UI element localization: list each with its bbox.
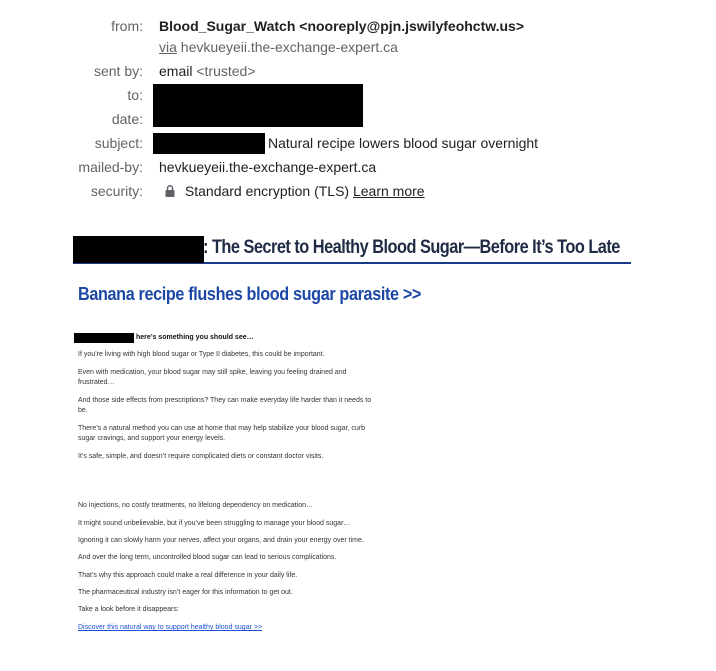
- paragraph-6: No injections, no costly treatments, no lifelong dependency on medication…: [78, 502, 314, 509]
- sender-email: <nooreply@pjn.jswilyfeohctw.us>: [299, 18, 525, 34]
- security-label: security:: [90, 183, 143, 199]
- lock-icon: [163, 184, 177, 198]
- subject-label: subject:: [94, 135, 143, 151]
- subject-redaction: [153, 133, 265, 154]
- cta-link[interactable]: Discover this natural way to support healthy blood sugar >>: [78, 624, 263, 631]
- from-value: [159, 18, 524, 34]
- paragraph-1: If you’re living with high blood sugar or Type II diabetes, this could be important.: [78, 351, 325, 358]
- paragraph-2: Even with medication, your blood sugar may still spike, leaving you feeling drained and frustrated…: [78, 369, 347, 386]
- learn-more-link[interactable]: Learn more: [352, 183, 425, 199]
- sender-name: Blood_Sugar_Watch: [159, 18, 296, 34]
- headline-redaction: [73, 236, 204, 263]
- mailed-by-label: mailed-by:: [78, 159, 143, 175]
- to-label: to:: [127, 87, 143, 103]
- greeting-text: here’s something you should see…: [136, 334, 254, 341]
- paragraph-3: And those side effects from prescriptions? They can make everyday life harder than it needs to be.: [78, 397, 372, 414]
- from-label: from:: [111, 18, 143, 34]
- paragraph-9: And over the long term, uncontrolled blood sugar can lead to serious complications.: [78, 554, 337, 561]
- paragraph-5: It’s safe, simple, and doesn’t require complicated diets or constant doctor visits.: [78, 453, 324, 460]
- sent-by-tag: <trusted>: [196, 63, 256, 79]
- via-link[interactable]: via: [159, 39, 177, 55]
- headline-text: : The Secret to Healthy Blood Sugar—Before It’s Too Late: [203, 237, 620, 258]
- paragraph-12: Take a look before it disappears:: [78, 606, 179, 613]
- subject-text: Natural recipe lowers blood sugar overnight: [268, 135, 539, 151]
- to-date-redaction: [153, 84, 363, 127]
- paragraph-11: The pharmaceutical industry isn’t eager for this information to get out.: [78, 589, 293, 596]
- paragraph-7: It might sound unbelievable, but if you’ve been struggling to manage your blood sugar…: [78, 520, 351, 527]
- headline: [73, 236, 631, 264]
- mailed-by-value: hevkueyeii.the-exchange-expert.ca: [159, 159, 377, 175]
- sent-by-value: [159, 63, 256, 79]
- sent-by-label: sent by:: [93, 63, 143, 79]
- security-value: [163, 183, 425, 199]
- via-line: [159, 39, 398, 55]
- banner-link[interactable]: Banana recipe flushes blood sugar parasite >>: [78, 284, 422, 304]
- sent-by-text: email: [159, 63, 193, 79]
- paragraph-8: Ignoring it can slowly harm your nerves, affect your organs, and drain your energy over time.: [78, 537, 364, 544]
- date-label: date:: [111, 111, 143, 127]
- paragraph-10: That’s why this approach could make a real difference in your daily life.: [78, 572, 298, 579]
- via-domain: hevkueyeii.the-exchange-expert.ca: [180, 39, 398, 55]
- security-text: Standard encryption (TLS): [184, 183, 350, 199]
- greeting-redaction: [74, 333, 134, 343]
- paragraph-4: There’s a natural method you can use at home that may help stabilize your blood sugar, curb sugar cravings, and support your energy levels.: [78, 425, 366, 442]
